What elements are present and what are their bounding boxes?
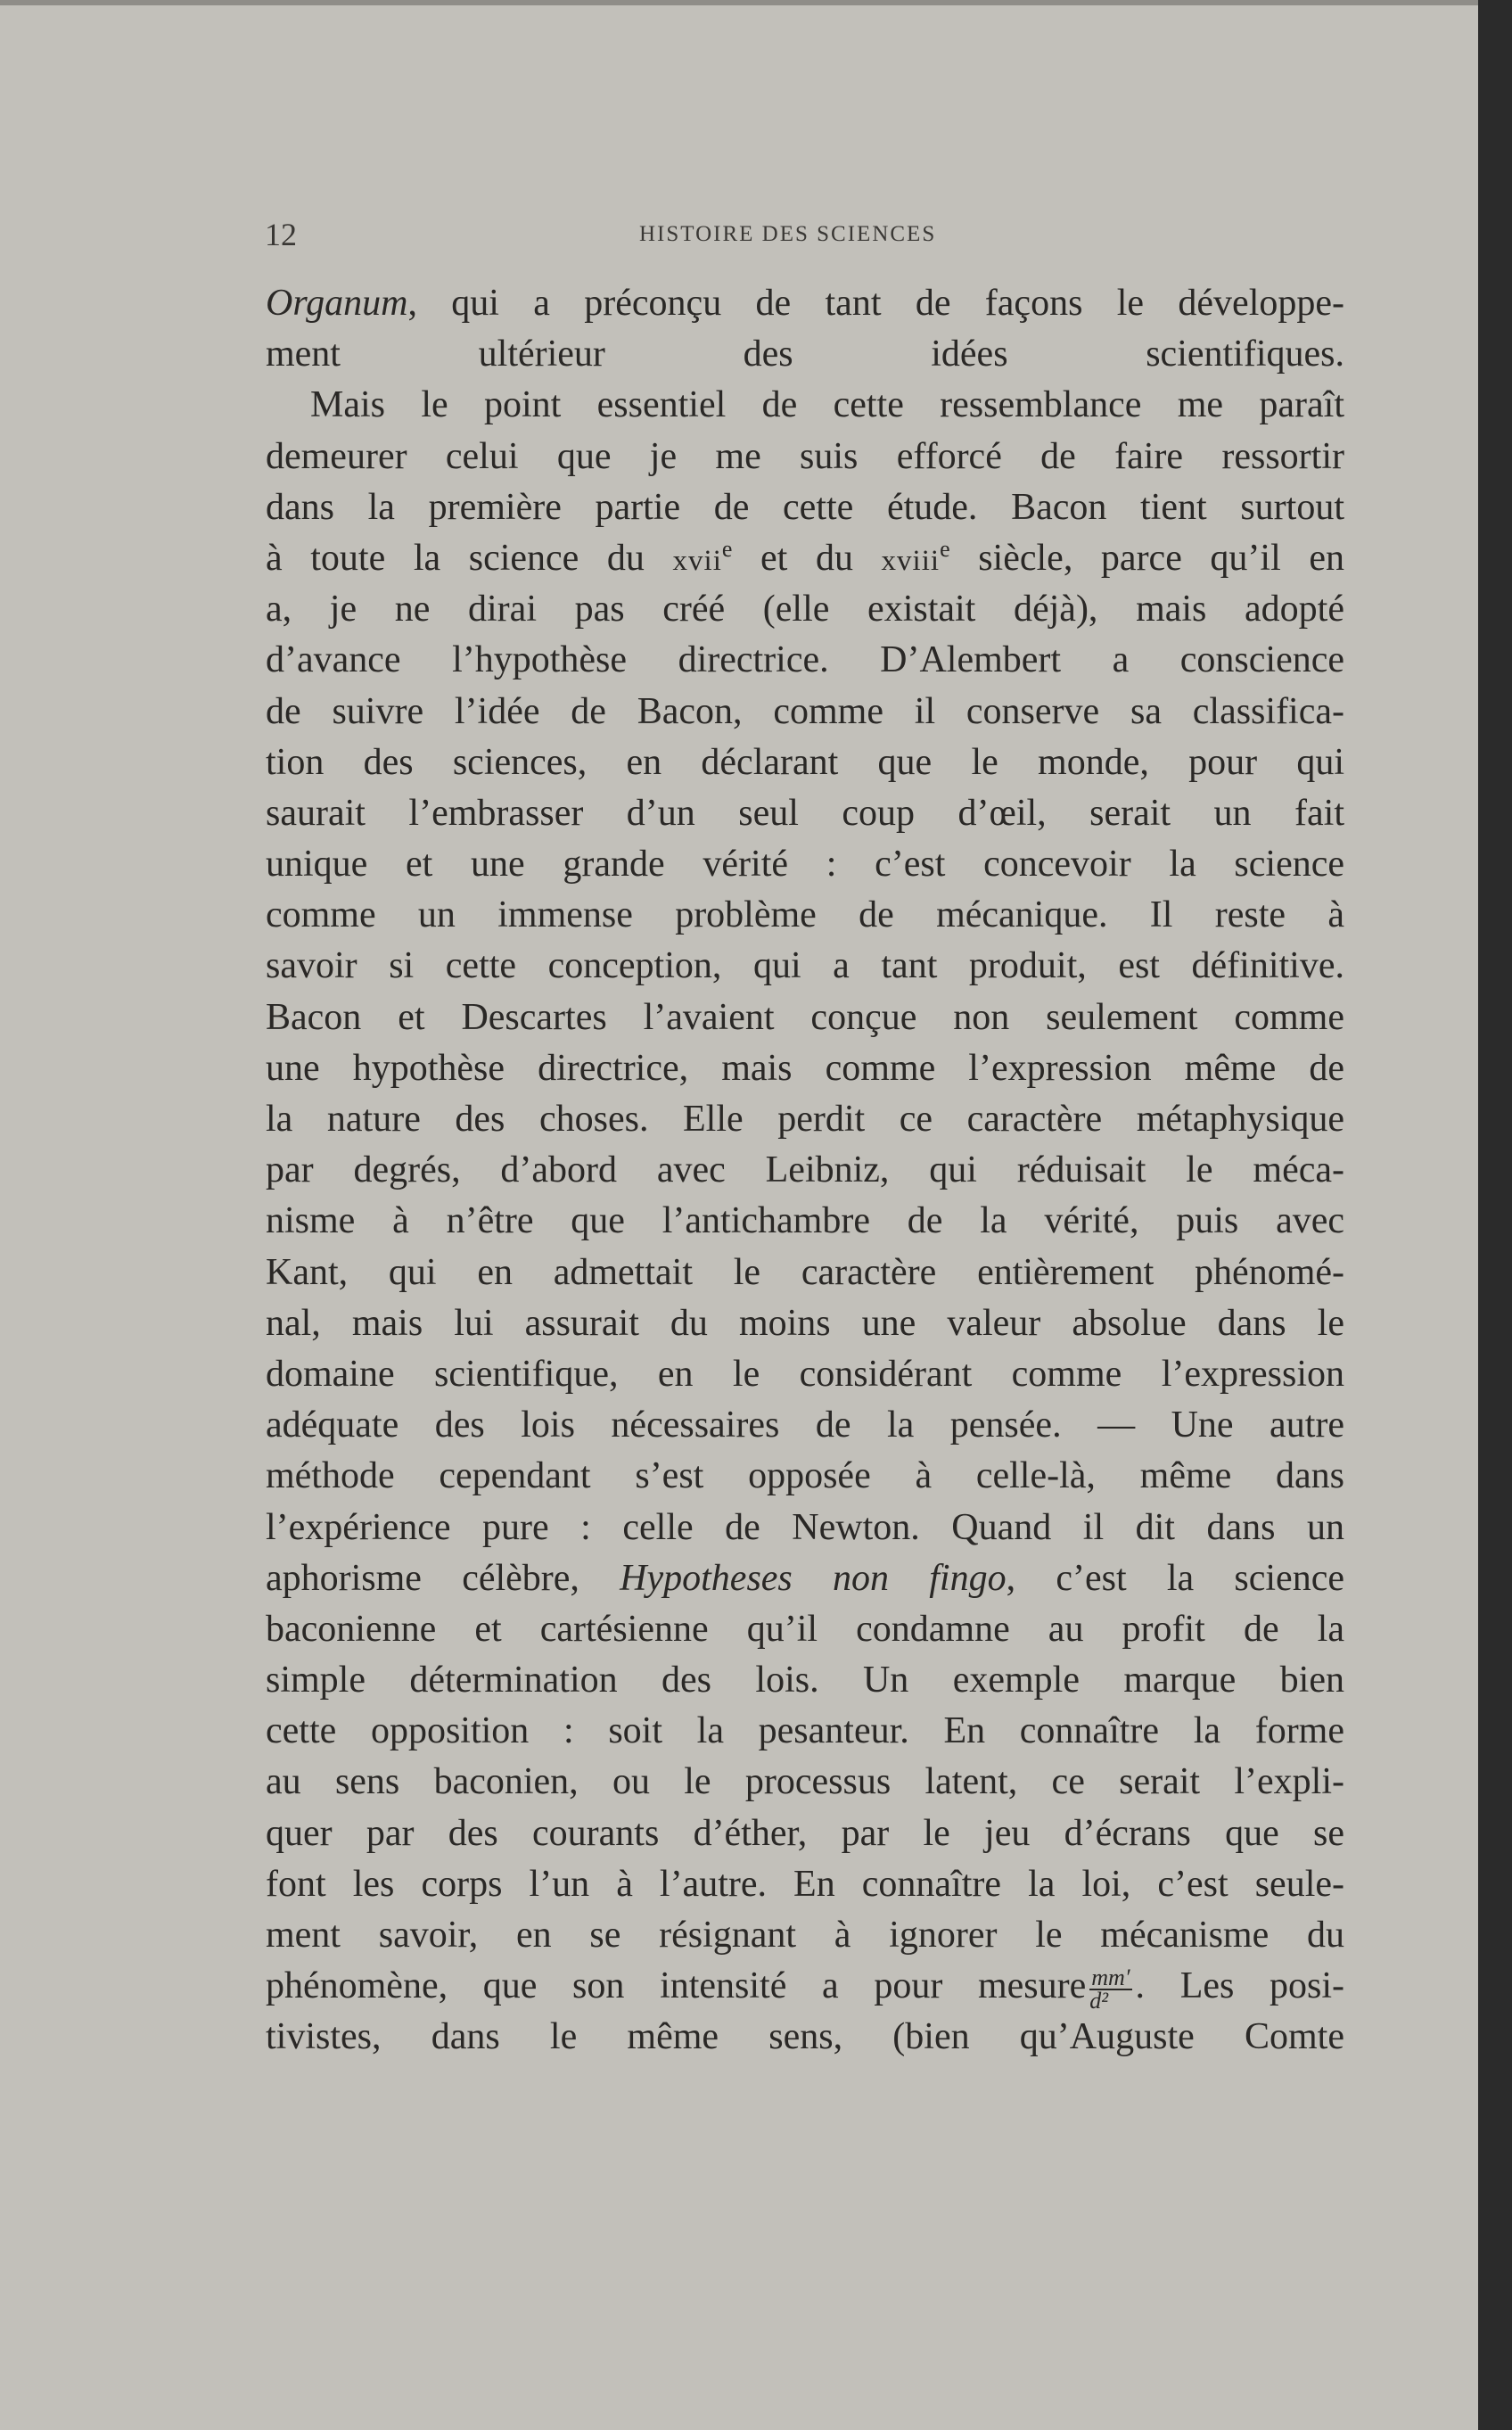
- text-line: au sens baconien, ou le processus latent, ce serait l’expli-: [266, 1761, 1344, 1803]
- text-line: la nature des choses. Elle perdit ce caractère métaphysique: [266, 1099, 1344, 1140]
- page-header: [265, 217, 1344, 252]
- text-line: d’avance l’hypothèse directrice. D’Alembert a conscience: [266, 639, 1344, 681]
- italic-quote: Hypotheses non fingo: [620, 1557, 1007, 1599]
- text-line: ment ultérieur des idées scientifiques.: [266, 334, 1344, 375]
- text-line: Mais le point essentiel de cette ressemblance me paraît: [310, 384, 1344, 426]
- text-line: demeurer celui que je me suis efforcé de faire ressortir: [266, 435, 1344, 477]
- text-line: Bacon et Descartes l’avaient conçue non seulement comme: [266, 996, 1344, 1038]
- text-line: l’expérience pure : celle de Newton. Quand il dit dans un: [266, 1506, 1344, 1548]
- page-number: 12: [265, 217, 297, 252]
- text-line: adéquate des lois nécessaires de la pensée. — Une autre: [266, 1404, 1344, 1446]
- text-line: nal, mais lui assurait du moins une valeur absolue dans le: [266, 1302, 1344, 1344]
- text-line: saurait l’embrasser d’un seul coup d’œil, serait un fait: [266, 792, 1344, 834]
- text-line: comme un immense problème de mécanique. Il reste à: [266, 894, 1344, 936]
- text-line: ment savoir, en se résignant à ignorer le mécanisme du: [266, 1915, 1344, 1956]
- text-line: dans la première partie de cette étude. Bacon tient surtout: [266, 486, 1344, 528]
- text-line: unique et une grande vérité : c’est concevoir la science: [266, 844, 1344, 886]
- text-line: phénomène, que son intensité a pour mesure $\frac{mm'}{\text{d²}}$ . Les posi-: [266, 1964, 1344, 2014]
- text-line: cette opposition : soit la pesanteur. En connaître la forme: [266, 1710, 1344, 1752]
- text-line: baconienne et cartésienne qu’il condamne au profit de la: [266, 1608, 1344, 1650]
- text-line: savoir si cette conception, qui a tant produit, est définitive.: [266, 945, 1344, 987]
- text-line: méthode cependant s’est opposée à celle-là, même dans: [266, 1455, 1344, 1497]
- text-line: domaine scientifique, en le considérant comme l’expression: [266, 1353, 1344, 1395]
- text-line: quer par des courants d’éther, par le jeu d’écrans que se: [266, 1812, 1344, 1854]
- text-line: aphorisme célèbre, Hypotheses non fingo, c’est la science: [266, 1557, 1344, 1599]
- text-line: une hypothèse directrice, mais comme l’expression même de: [266, 1047, 1344, 1089]
- text-line: à toute la science du xvii$^e$ et du xviii$^e$ siècle, parce qu’il en: [266, 535, 1345, 579]
- text-line: font les corps l’un à l’autre. En connaître la loi, c’est seule-: [266, 1863, 1344, 1905]
- page-top-edge: [0, 0, 1483, 5]
- body-text: [266, 278, 1344, 2063]
- text-line: Organum, qui a préconçu de tant de façons le développe-: [266, 283, 1344, 324]
- text-line: Kant, qui en admettait le caractère entièrement phénomé-: [266, 1251, 1344, 1293]
- italic-term: Organum: [266, 283, 408, 324]
- page-right-edge: [1478, 0, 1512, 2430]
- text-line: simple détermination des lois. Un exemple marque bien: [266, 1660, 1344, 1701]
- text-line: tion des sciences, en déclarant que le monde, pour qui: [266, 741, 1344, 783]
- text-line: tivistes, dans le même sens, (bien qu’Auguste Comte: [266, 2016, 1344, 2058]
- text-line: a, je ne dirai pas créé (elle existait déjà), mais adopté: [266, 589, 1344, 630]
- text-line: par degrés, d’abord avec Leibniz, qui réduisait le méca-: [266, 1149, 1344, 1191]
- formula-fraction: $\frac{mm'}{\text{d²}}$: [1089, 1964, 1130, 2014]
- text-line: nisme à n’être que l’antichambre de la vérité, puis avec: [266, 1200, 1344, 1242]
- running-title: HISTOIRE DES SCIENCES: [639, 222, 937, 246]
- text-line: de suivre l’idée de Bacon, comme il conserve sa classifica-: [266, 690, 1344, 732]
